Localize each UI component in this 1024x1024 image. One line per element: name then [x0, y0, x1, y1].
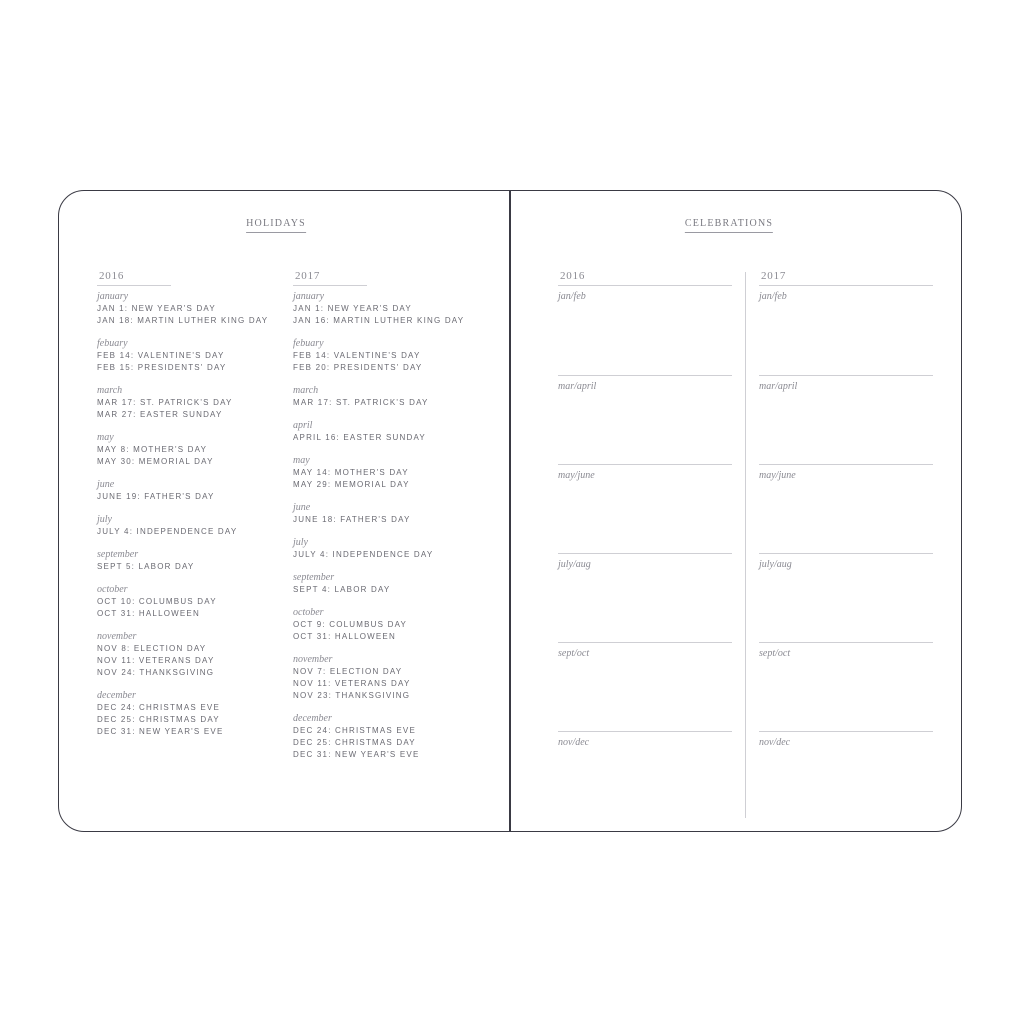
holiday-entry: MAY 14: MOTHER'S DAY: [293, 468, 409, 477]
month-name: november: [97, 631, 137, 642]
month-group: [97, 338, 268, 374]
holiday-entry: JUNE 18: FATHER'S DAY: [293, 515, 411, 524]
celebration-slot[interactable]: [759, 731, 933, 820]
holiday-entry: JULY 4: INDEPENDENCE DAY: [293, 550, 434, 559]
holiday-entry: FEB 15: PRESIDENTS' DAY: [97, 363, 227, 372]
celebration-period-label: sept/oct: [759, 648, 791, 659]
celebration-period-label: mar/april: [558, 381, 597, 392]
celebration-slot[interactable]: [759, 642, 933, 731]
month-group: [97, 584, 268, 620]
month-name: april: [293, 420, 313, 431]
celebration-slot[interactable]: [558, 731, 732, 820]
holiday-entry: DEC 25: CHRISTMAS DAY: [293, 738, 416, 747]
month-name: febuary: [293, 338, 324, 349]
holiday-entry: MAY 30: MEMORIAL DAY: [97, 457, 214, 466]
month-group: [293, 420, 464, 444]
holiday-entry: APRIL 16: EASTER SUNDAY: [293, 433, 426, 442]
celebrations-column-2017: [759, 270, 933, 820]
month-group: [97, 432, 268, 468]
holiday-entry: DEC 31: NEW YEAR'S EVE: [97, 727, 224, 736]
month-name: june: [293, 502, 311, 513]
month-group: [97, 514, 268, 538]
month-group: [97, 385, 268, 421]
holiday-entry: NOV 24: THANKSGIVING: [97, 668, 215, 677]
holidays-month-list: [293, 291, 464, 761]
month-name: october: [97, 584, 128, 595]
holiday-entry: FEB 20: PRESIDENTS' DAY: [293, 363, 423, 372]
holidays-title: HOLIDAYS: [246, 218, 306, 233]
month-group: [293, 537, 464, 561]
celebrations-divider: [745, 272, 746, 818]
month-name: july: [97, 514, 112, 525]
holiday-entry: JAN 18: MARTIN LUTHER KING DAY: [97, 316, 269, 325]
celebration-slot[interactable]: [558, 464, 732, 553]
holiday-entry: JAN 1: NEW YEAR'S DAY: [97, 304, 216, 313]
holiday-entry: SEPT 4: LABOR DAY: [293, 585, 391, 594]
month-name: september: [293, 572, 335, 583]
holiday-entry: DEC 24: CHRISTMAS EVE: [97, 703, 221, 712]
month-group: [293, 338, 464, 374]
month-name: may: [293, 455, 310, 466]
celebrations-title: CELEBRATIONS: [685, 218, 773, 233]
month-name: january: [293, 291, 325, 302]
celebration-slot[interactable]: [558, 553, 732, 642]
month-name: december: [97, 690, 136, 701]
holiday-entry: JAN 1: NEW YEAR'S DAY: [293, 304, 412, 313]
celebration-period-label: nov/dec: [759, 737, 791, 748]
month-name: may: [97, 432, 114, 443]
month-name: june: [97, 479, 115, 490]
holiday-entry: DEC 31: NEW YEAR'S EVE: [293, 750, 420, 759]
celebration-period-label: nov/dec: [558, 737, 590, 748]
celebration-period-label: jan/feb: [558, 291, 586, 302]
holiday-entry: OCT 9: COLUMBUS DAY: [293, 620, 408, 629]
month-group: [293, 572, 464, 596]
holiday-entry: JAN 16: MARTIN LUTHER KING DAY: [293, 316, 465, 325]
month-group: [293, 713, 464, 761]
holiday-entry: NOV 7: ELECTION DAY: [293, 667, 403, 676]
celebrations-column-2016: [558, 270, 732, 820]
holiday-entry: JUNE 19: FATHER'S DAY: [97, 492, 215, 501]
holiday-entry: NOV 11: VETERANS DAY: [97, 656, 215, 665]
holidays-year: 2016: [97, 270, 171, 286]
holiday-entry: OCT 31: HALLOWEEN: [97, 609, 200, 618]
holiday-entry: MAR 17: ST. PATRICK'S DAY: [293, 398, 429, 407]
holiday-entry: MAR 27: EASTER SUNDAY: [97, 410, 223, 419]
month-group: [293, 654, 464, 702]
holidays-month-list: [97, 291, 268, 738]
holiday-entry: DEC 25: CHRISTMAS DAY: [97, 715, 220, 724]
holiday-entry: JULY 4: INDEPENDENCE DAY: [97, 527, 238, 536]
celebration-slot[interactable]: [759, 464, 933, 553]
month-name: december: [293, 713, 332, 724]
month-name: january: [97, 291, 129, 302]
holiday-entry: NOV 8: ELECTION DAY: [97, 644, 207, 653]
month-group: [293, 385, 464, 409]
celebration-slot[interactable]: [759, 553, 933, 642]
month-group: [293, 607, 464, 643]
holiday-entry: MAR 17: ST. PATRICK'S DAY: [97, 398, 233, 407]
celebration-period-label: may/june: [759, 470, 796, 481]
celebration-slot[interactable]: [558, 286, 732, 375]
holiday-entry: OCT 10: COLUMBUS DAY: [97, 597, 217, 606]
holidays-year: 2017: [293, 270, 367, 286]
month-group: [97, 690, 268, 738]
celebration-slot[interactable]: [558, 375, 732, 464]
celebration-period-label: jan/feb: [759, 291, 787, 302]
month-group: [97, 291, 268, 327]
month-name: march: [97, 385, 123, 396]
month-name: september: [97, 549, 139, 560]
holidays-column-2017: [293, 270, 464, 772]
month-name: febuary: [97, 338, 128, 349]
holidays-column-2016: [97, 270, 268, 749]
celebration-slot[interactable]: [759, 286, 933, 375]
celebrations-year: 2016: [558, 270, 732, 286]
holiday-entry: SEPT 5: LABOR DAY: [97, 562, 195, 571]
month-group: [97, 549, 268, 573]
celebration-period-label: may/june: [558, 470, 595, 481]
celebrations-year: 2017: [759, 270, 933, 286]
celebration-slot[interactable]: [558, 642, 732, 731]
month-name: july: [293, 537, 308, 548]
holiday-entry: MAY 8: MOTHER'S DAY: [97, 445, 208, 454]
month-group: [293, 502, 464, 526]
holiday-entry: NOV 23: THANKSGIVING: [293, 691, 411, 700]
celebration-slot[interactable]: [759, 375, 933, 464]
notebook-spine: [509, 190, 511, 832]
month-name: march: [293, 385, 319, 396]
month-group: [97, 479, 268, 503]
holiday-entry: MAY 29: MEMORIAL DAY: [293, 480, 410, 489]
month-name: october: [293, 607, 324, 618]
month-group: [293, 291, 464, 327]
month-name: november: [293, 654, 333, 665]
month-group: [97, 631, 268, 679]
celebration-period-label: july/aug: [759, 559, 792, 570]
holiday-entry: NOV 11: VETERANS DAY: [293, 679, 411, 688]
month-group: [293, 455, 464, 491]
holiday-entry: FEB 14: VALENTINE'S DAY: [97, 351, 225, 360]
celebration-period-label: mar/april: [759, 381, 798, 392]
celebration-period-label: july/aug: [558, 559, 591, 570]
holiday-entry: DEC 24: CHRISTMAS EVE: [293, 726, 417, 735]
holiday-entry: OCT 31: HALLOWEEN: [293, 632, 396, 641]
holiday-entry: FEB 14: VALENTINE'S DAY: [293, 351, 421, 360]
celebration-period-label: sept/oct: [558, 648, 590, 659]
